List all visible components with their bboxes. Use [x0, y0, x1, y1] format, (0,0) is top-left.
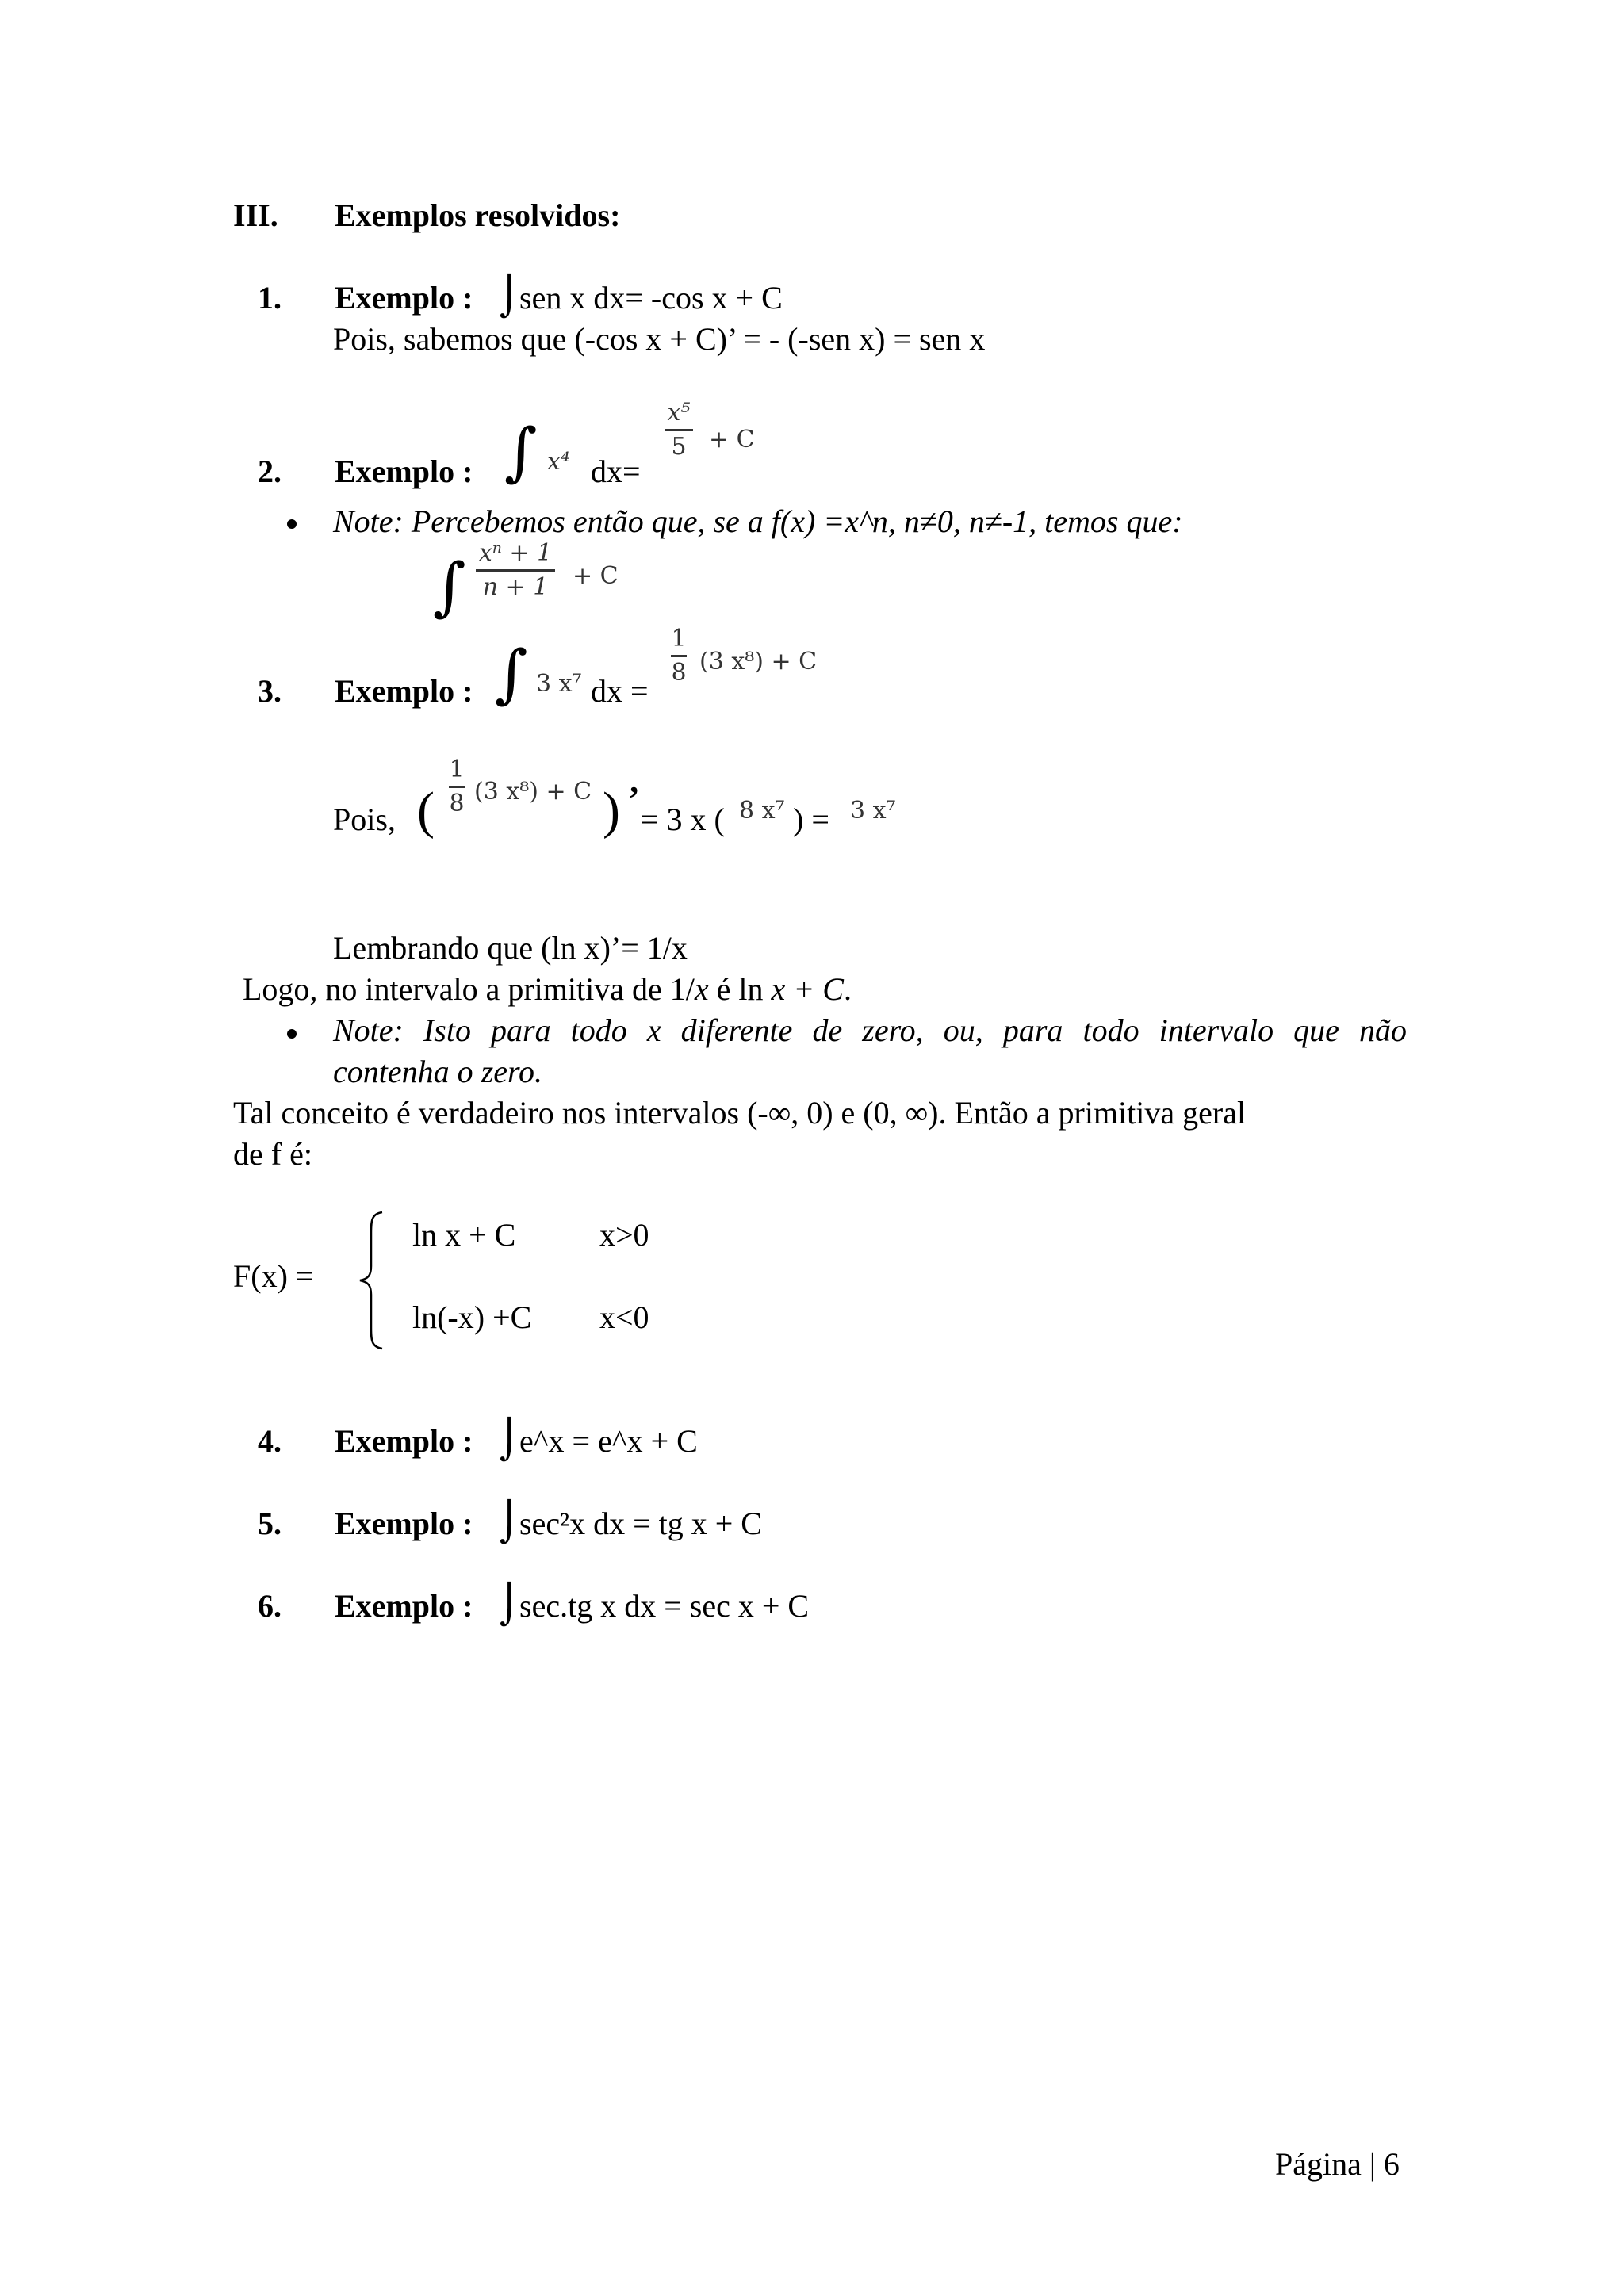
- fraction-bar: [665, 429, 693, 431]
- fraction-denominator: n + 1: [482, 572, 549, 601]
- logo-part-b: é ln: [708, 971, 772, 1007]
- section-title: Exemplos resolvidos:: [335, 197, 621, 233]
- piecewise-case-1-expr: ln x + C: [412, 1217, 516, 1253]
- fraction-numerator: xⁿ + 1: [478, 539, 553, 567]
- note2-line2: contenha o zero.: [333, 1054, 543, 1089]
- section-number: III.: [233, 197, 278, 233]
- fraction-denominator: 8: [671, 658, 687, 687]
- logo-part-a: Logo, no intervalo a primitiva de 1/: [243, 971, 695, 1007]
- example-2-fraction: [665, 400, 693, 459]
- piecewise-case-2-cond: x<0: [599, 1299, 649, 1335]
- example-5-label: Exemplo :: [335, 1506, 473, 1541]
- example-5-formula: sec²x dx = tg x + C: [519, 1506, 762, 1541]
- fraction-denominator: 5: [671, 432, 687, 461]
- pois-rhs-d: 3 x⁷: [850, 797, 896, 825]
- integral-icon: ⌡: [500, 1418, 520, 1462]
- fraction-numerator: 1: [671, 625, 687, 652]
- fraction-numerator: 1: [449, 756, 465, 783]
- bullet-icon: [287, 519, 297, 529]
- example-2-plus-c: + C: [709, 426, 755, 453]
- note-power-text: Note: Percebemos então que, se a f(x) =x^n, n≠0, n≠-1, temos que:: [333, 503, 1183, 539]
- logo-part-x: x: [694, 971, 709, 1007]
- example-6-number: 6.: [258, 1588, 282, 1624]
- example-3-label: Exemplo :: [335, 673, 473, 709]
- example-3-fraction: [671, 626, 687, 685]
- example-2-label: Exemplo :: [335, 453, 473, 489]
- open-paren: (: [417, 782, 435, 840]
- bullet-icon: [287, 1029, 297, 1039]
- fraction-numerator: x⁵: [667, 399, 691, 427]
- integral-icon: ∫: [495, 637, 528, 710]
- prime-mark: ’: [628, 779, 640, 818]
- example-4-number: 4.: [258, 1423, 282, 1459]
- pois-rhs-b: 8 x⁷: [739, 797, 785, 825]
- example-2-number: 2.: [258, 453, 282, 489]
- note-power-fraction: [476, 541, 555, 599]
- example-3-dx: dx =: [591, 673, 649, 709]
- lembrando-text: Lembrando que (ln x)’= 1/x: [333, 930, 688, 966]
- piecewise-lhs: F(x) =: [233, 1258, 314, 1294]
- example-5-number: 5.: [258, 1506, 282, 1541]
- integral-icon: ∫: [433, 549, 466, 623]
- example-6-label: Exemplo :: [335, 1588, 473, 1624]
- pois-inner: (3 x⁸) + C: [474, 778, 592, 806]
- integral-icon: ⌡: [500, 1582, 520, 1627]
- fraction-denominator: 8: [449, 789, 465, 817]
- pois-rhs-c: ) =: [793, 802, 829, 837]
- pois-rhs-a: = 3 x (: [641, 802, 725, 837]
- example-2-integrand: x⁴: [547, 448, 570, 476]
- example-2-dx: dx=: [591, 453, 641, 489]
- integral-icon: ⌡: [500, 1500, 520, 1544]
- example-3-integrand: 3 x⁷: [536, 670, 582, 698]
- pois-label: Pois,: [333, 802, 396, 837]
- page-number: Página | 6: [1275, 2146, 1400, 2182]
- example-4-formula: e^x = e^x + C: [519, 1423, 698, 1459]
- logo-text: [243, 971, 852, 1007]
- example-1-formula: sen x dx= -cos x + C: [519, 280, 783, 316]
- example-4-label: Exemplo :: [335, 1423, 473, 1459]
- example-1-number: 1.: [258, 280, 282, 316]
- tal-line2: de f é:: [233, 1136, 312, 1172]
- example-6-formula: sec.tg x dx = sec x + C: [519, 1588, 810, 1624]
- example-3-number: 3.: [258, 673, 282, 709]
- close-paren: ): [603, 782, 620, 840]
- logo-part-c: x + C: [771, 971, 844, 1007]
- fraction-bar: [449, 786, 465, 788]
- integral-icon: ⌡: [500, 274, 520, 319]
- note2-line1: Note: Isto para todo x diferente de zero, ou, para todo intervalo que não: [333, 1012, 1407, 1048]
- tal-line1: Tal conceito é verdadeiro nos intervalos (-∞, 0) e (0, ∞). Então a primitiva geral: [233, 1095, 1247, 1131]
- fraction-bar: [671, 655, 687, 657]
- pois-fraction: [449, 757, 465, 816]
- note-power-plus-c: + C: [573, 562, 619, 590]
- piecewise-case-1-cond: x>0: [599, 1217, 649, 1253]
- left-brace-icon: [357, 1209, 389, 1352]
- example-1-note: Pois, sabemos que (-cos x + C)’ = - (-sen x) = sen x: [333, 321, 986, 357]
- example-3-tail: (3 x⁸) + C: [699, 648, 818, 675]
- piecewise-case-2-expr: ln(-x) +C: [412, 1299, 532, 1335]
- example-1-label: Exemplo :: [335, 280, 473, 316]
- logo-part-d: .: [843, 971, 852, 1007]
- integral-icon: ∫: [504, 415, 538, 488]
- fraction-bar: [476, 569, 555, 572]
